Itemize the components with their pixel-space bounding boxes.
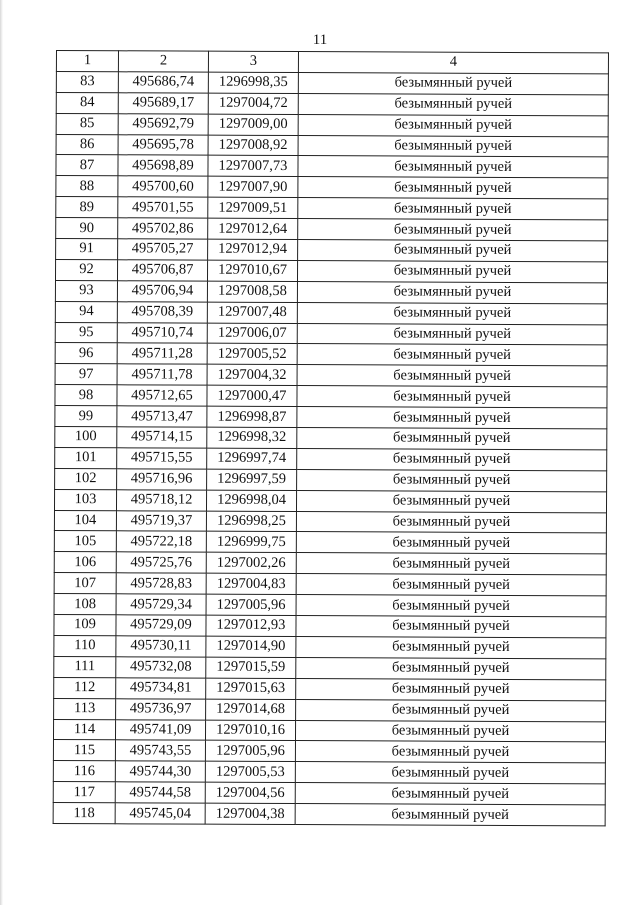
cell-x-coordinate: 495712,65 [117,385,207,406]
cell-x-coordinate: 495692,79 [118,113,208,134]
cell-y-coordinate: 1296998,32 [207,427,297,448]
cell-y-coordinate: 1296998,25 [206,511,296,532]
cell-description: безымянный ручей [295,762,605,784]
cell-x-coordinate: 495698,89 [118,155,208,176]
table-row [53,740,605,763]
cell-x-coordinate: 495719,37 [116,510,206,531]
cell-description: безымянный ручей [297,323,607,345]
cell-point-number: 83 [56,71,118,92]
cell-point-number: 98 [55,385,117,406]
cell-point-number: 118 [53,803,115,824]
cell-point-number: 112 [54,677,116,698]
cell-y-coordinate: 1297010,67 [207,260,297,281]
cell-description: безымянный ручей [298,72,608,94]
cell-x-coordinate: 495729,09 [116,615,206,636]
cell-x-coordinate: 495689,17 [118,93,208,114]
table-row [56,113,608,136]
cell-point-number: 115 [53,740,115,761]
table-row [53,761,605,784]
cell-point-number: 109 [54,615,116,636]
cell-x-coordinate: 495744,58 [115,782,205,803]
cell-description: безымянный ручей [296,490,606,512]
cell-y-coordinate: 1297007,90 [208,177,298,198]
cell-description: безымянный ручей [296,511,606,533]
table-row [53,803,605,826]
cell-description: безымянный ручей [296,699,606,721]
cell-x-coordinate: 495702,86 [118,218,208,239]
table-row [56,71,608,94]
cell-point-number: 100 [55,427,117,448]
cell-x-coordinate: 495714,15 [117,427,207,448]
cell-y-coordinate: 1297014,68 [206,699,296,720]
table-row [55,343,607,366]
cell-description: безымянный ручей [298,114,608,136]
cell-x-coordinate: 495728,83 [116,573,206,594]
table-row [55,468,607,491]
cell-point-number: 84 [56,92,118,113]
cell-y-coordinate: 1297012,64 [208,218,298,239]
table-row [55,406,607,429]
table-row [55,385,607,408]
cell-description: безымянный ручей [297,469,607,491]
cell-point-number: 87 [56,155,118,176]
cell-y-coordinate: 1297010,16 [205,720,295,741]
cell-y-coordinate: 1297008,58 [207,281,297,302]
cell-point-number: 89 [56,197,118,218]
table-row [55,447,607,470]
page-number: 11 [312,32,328,48]
cell-description: безымянный ручей [296,678,606,700]
cell-point-number: 91 [56,239,118,260]
cell-y-coordinate: 1297000,47 [207,385,297,406]
cell-description: безымянный ручей [296,636,606,658]
cell-description: безымянный ручей [296,532,606,554]
cell-description: безымянный ручей [297,260,607,282]
cell-y-coordinate: 1296999,75 [206,532,296,553]
cell-y-coordinate: 1296998,87 [207,406,297,427]
cell-description: безымянный ручей [298,240,608,262]
cell-x-coordinate: 495741,09 [115,719,205,740]
cell-x-coordinate: 495730,11 [116,636,206,657]
cell-y-coordinate: 1296998,35 [208,72,298,93]
cell-y-coordinate: 1297014,90 [206,636,296,657]
cell-y-coordinate: 1297004,38 [205,803,295,824]
cell-description: безымянный ручей [298,219,608,241]
cell-y-coordinate: 1296997,59 [207,469,297,490]
cell-description: безымянный ручей [297,448,607,470]
table-row [55,301,607,324]
table-row [54,489,606,512]
cell-x-coordinate: 495722,18 [116,531,206,552]
table-body [53,51,608,826]
cell-description: безымянный ручей [298,198,608,220]
cell-x-coordinate: 495686,74 [118,72,208,93]
table-row [56,218,608,241]
cell-description: безымянный ручей [298,177,608,199]
cell-x-coordinate: 495718,12 [116,489,206,510]
column-header-y: 3 [208,51,298,72]
cell-point-number: 110 [54,635,116,656]
cell-point-number: 92 [55,259,117,280]
cell-point-number: 96 [55,343,117,364]
table-row [56,92,608,115]
cell-point-number: 113 [54,698,116,719]
cell-point-number: 106 [54,552,116,573]
table-row [56,134,608,157]
table-row [55,364,607,387]
cell-description: безымянный ручей [295,804,605,826]
cell-y-coordinate: 1297004,56 [205,782,295,803]
cell-point-number: 114 [53,719,115,740]
table-row [56,155,608,178]
cell-y-coordinate: 1297009,00 [208,114,298,135]
cell-point-number: 93 [55,280,117,301]
scan-edge-shadow [0,0,3,905]
cell-description: безымянный ручей [296,616,606,638]
cell-point-number: 108 [54,594,116,615]
table-row [54,677,606,700]
cell-point-number: 90 [56,218,118,239]
cell-point-number: 117 [53,782,115,803]
table-row [53,782,605,805]
table-row [54,552,606,575]
table-row [54,635,606,658]
cell-x-coordinate: 495706,87 [117,260,207,281]
cell-y-coordinate: 1297012,94 [208,239,298,260]
cell-x-coordinate: 495710,74 [117,322,207,343]
table-row [53,719,605,742]
cell-point-number: 97 [55,364,117,385]
cell-description: безымянный ручей [297,428,607,450]
cell-description: безымянный ручей [297,344,607,366]
cell-x-coordinate: 495706,94 [117,281,207,302]
cell-point-number: 102 [55,468,117,489]
cell-point-number: 107 [54,573,116,594]
table-row [55,322,607,345]
table-row [56,197,608,220]
table-row [56,239,608,262]
cell-x-coordinate: 495695,78 [118,134,208,155]
table-row [54,531,606,554]
cell-y-coordinate: 1297007,73 [208,156,298,177]
cell-x-coordinate: 495732,08 [116,657,206,678]
cell-x-coordinate: 495715,55 [117,448,207,469]
cell-description: безымянный ручей [295,720,605,742]
cell-y-coordinate: 1296998,04 [206,490,296,511]
cell-point-number: 105 [54,531,116,552]
cell-x-coordinate: 495729,34 [116,594,206,615]
cell-description: безымянный ручей [296,574,606,596]
cell-y-coordinate: 1297009,51 [208,197,298,218]
cell-y-coordinate: 1297005,96 [206,594,296,615]
column-header-description: 4 [298,52,608,74]
cell-description: безымянный ручей [296,595,606,617]
table-row [55,259,607,282]
cell-point-number: 94 [55,301,117,322]
cell-point-number: 111 [54,656,116,677]
cell-point-number: 101 [55,447,117,468]
table-row [55,280,607,303]
cell-description: безымянный ручей [297,365,607,387]
cell-y-coordinate: 1297004,83 [206,573,296,594]
cell-y-coordinate: 1297008,92 [208,135,298,156]
cell-x-coordinate: 495713,47 [117,406,207,427]
cell-x-coordinate: 495736,97 [116,698,206,719]
cell-x-coordinate: 495734,81 [116,677,206,698]
cell-x-coordinate: 495711,28 [117,343,207,364]
cell-description: безымянный ручей [297,281,607,303]
cell-y-coordinate: 1296997,74 [207,448,297,469]
cell-description: безымянный ручей [298,93,608,115]
cell-x-coordinate: 495745,04 [115,803,205,824]
cell-x-coordinate: 495705,27 [118,239,208,260]
cell-y-coordinate: 1297005,96 [205,741,295,762]
column-header-x: 2 [118,51,208,72]
cell-point-number: 116 [53,761,115,782]
table-row [55,427,607,450]
cell-x-coordinate: 495708,39 [117,301,207,322]
cell-y-coordinate: 1297004,32 [207,365,297,386]
cell-x-coordinate: 495711,78 [117,364,207,385]
coordinates-table [53,50,609,826]
cell-point-number: 99 [55,406,117,427]
table-row [54,698,606,721]
cell-description: безымянный ручей [296,553,606,575]
table-row [54,594,606,617]
cell-y-coordinate: 1297002,26 [206,553,296,574]
cell-y-coordinate: 1297015,63 [206,678,296,699]
cell-description: безымянный ручей [296,657,606,679]
cell-description: безымянный ручей [297,407,607,429]
cell-y-coordinate: 1297005,53 [205,761,295,782]
cell-x-coordinate: 495743,55 [115,740,205,761]
cell-x-coordinate: 495700,60 [118,176,208,197]
cell-x-coordinate: 495744,30 [115,761,205,782]
cell-y-coordinate: 1297004,72 [208,93,298,114]
cell-x-coordinate: 495716,96 [117,469,207,490]
cell-point-number: 85 [56,113,118,134]
cell-point-number: 88 [56,176,118,197]
table-row [54,656,606,679]
cell-description: безымянный ручей [295,741,605,763]
table-row [54,615,606,638]
cell-x-coordinate: 495725,76 [116,552,206,573]
cell-description: безымянный ручей [298,156,608,178]
cell-y-coordinate: 1297012,93 [206,615,296,636]
cell-description: безымянный ручей [295,783,605,805]
cell-description: безымянный ручей [298,135,608,157]
table-row [56,176,608,199]
cell-point-number: 95 [55,322,117,343]
cell-y-coordinate: 1297005,52 [207,344,297,365]
cell-description: безымянный ручей [297,386,607,408]
cell-point-number: 103 [54,489,116,510]
column-header-number: 1 [56,51,118,72]
cell-y-coordinate: 1297007,48 [207,302,297,323]
cell-y-coordinate: 1297006,07 [207,323,297,344]
cell-description: безымянный ручей [297,302,607,324]
table-header-row [56,51,608,74]
cell-y-coordinate: 1297015,59 [206,657,296,678]
cell-x-coordinate: 495701,55 [118,197,208,218]
cell-point-number: 104 [54,510,116,531]
table-row [54,573,606,596]
cell-point-number: 86 [56,134,118,155]
table-row [54,510,606,533]
